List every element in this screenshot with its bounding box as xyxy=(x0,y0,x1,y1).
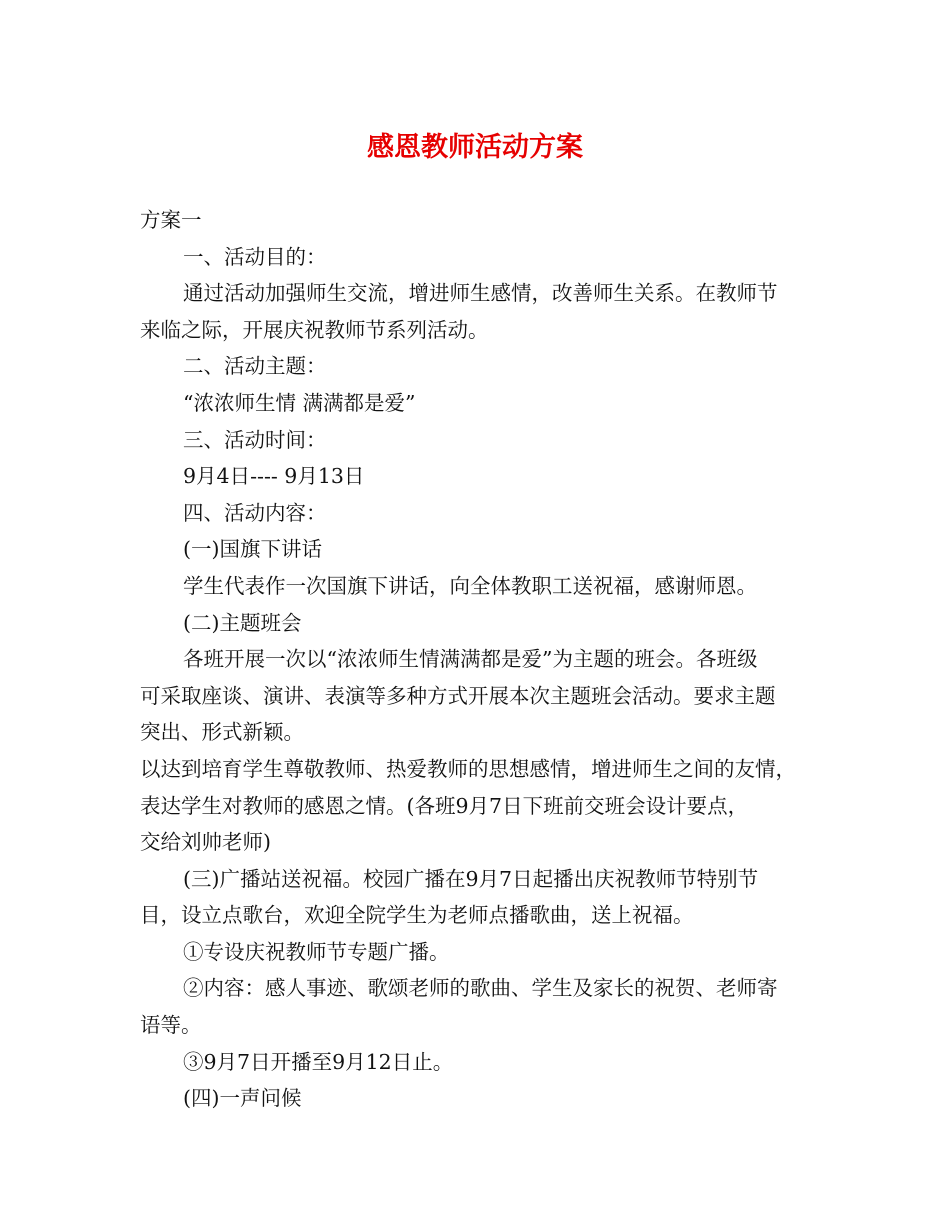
paragraph-line: 突出、形式新颖。 xyxy=(140,720,304,745)
paragraph-line: 三、活动时间： xyxy=(183,427,327,452)
paragraph-line: 一、活动目的： xyxy=(183,244,327,269)
paragraph-line: (二)主题班会 xyxy=(183,610,302,635)
paragraph-line: 目，设立点歌台，欢迎全院学生为老师点播歌曲，送上祝福。 xyxy=(140,903,694,928)
paragraph-line: 以达到培育学生尊敬教师、热爱教师的思想感情，增进师生之间的友情， xyxy=(140,756,796,781)
paragraph-line: 学生代表作一次国旗下讲话，向全体教职工送祝福，感谢师恩。 xyxy=(183,573,757,598)
paragraph-line: ③9月7日开播至9月12日止。 xyxy=(183,1049,454,1074)
document-title: 感恩教师活动方案 xyxy=(367,132,583,163)
paragraph-line: 通过活动加强师生交流，增进师生感情，改善师生关系。在教师节 xyxy=(183,281,778,306)
paragraph-line: 方案一 xyxy=(140,208,202,232)
paragraph-line: ②内容：感人事迹、歌颂老师的歌曲、学生及家长的祝贺、老师寄 xyxy=(183,976,778,1001)
paragraph-line: “浓浓师生情 满满都是爱” xyxy=(183,390,416,415)
paragraph-line: 各班开展一次以“浓浓师生情满满都是爱”为主题的班会。各班级 xyxy=(183,647,758,672)
paragraph-line: (一)国旗下讲话 xyxy=(183,537,322,562)
paragraph-line: 语等。 xyxy=(140,1013,202,1038)
document-body xyxy=(140,202,815,1117)
paragraph-line: 二、活动主题： xyxy=(183,354,327,379)
paragraph-line: 来临之际，开展庆祝教师节系列活动。 xyxy=(140,317,489,342)
paragraph-line: 四、活动内容： xyxy=(183,500,327,525)
paragraph-line: ①专设庆祝教师节专题广播。 xyxy=(183,939,450,964)
paragraph-line: (四)一声问候 xyxy=(183,1086,302,1111)
paragraph-line: 表达学生对教师的感恩之情。(各班9月7日下班前交班会设计要点， xyxy=(140,793,749,818)
paragraph-line: (三)广播站送祝福。校园广播在9月7日起播出庆祝教师节特别节 xyxy=(183,866,759,891)
paragraph-line: 可采取座谈、演讲、表演等多种方式开展本次主题班会活动。要求主题 xyxy=(140,683,776,708)
paragraph-line: 9月4日---- 9月13日 xyxy=(183,464,365,489)
paragraph-line: 交给刘帅老师) xyxy=(140,830,271,855)
